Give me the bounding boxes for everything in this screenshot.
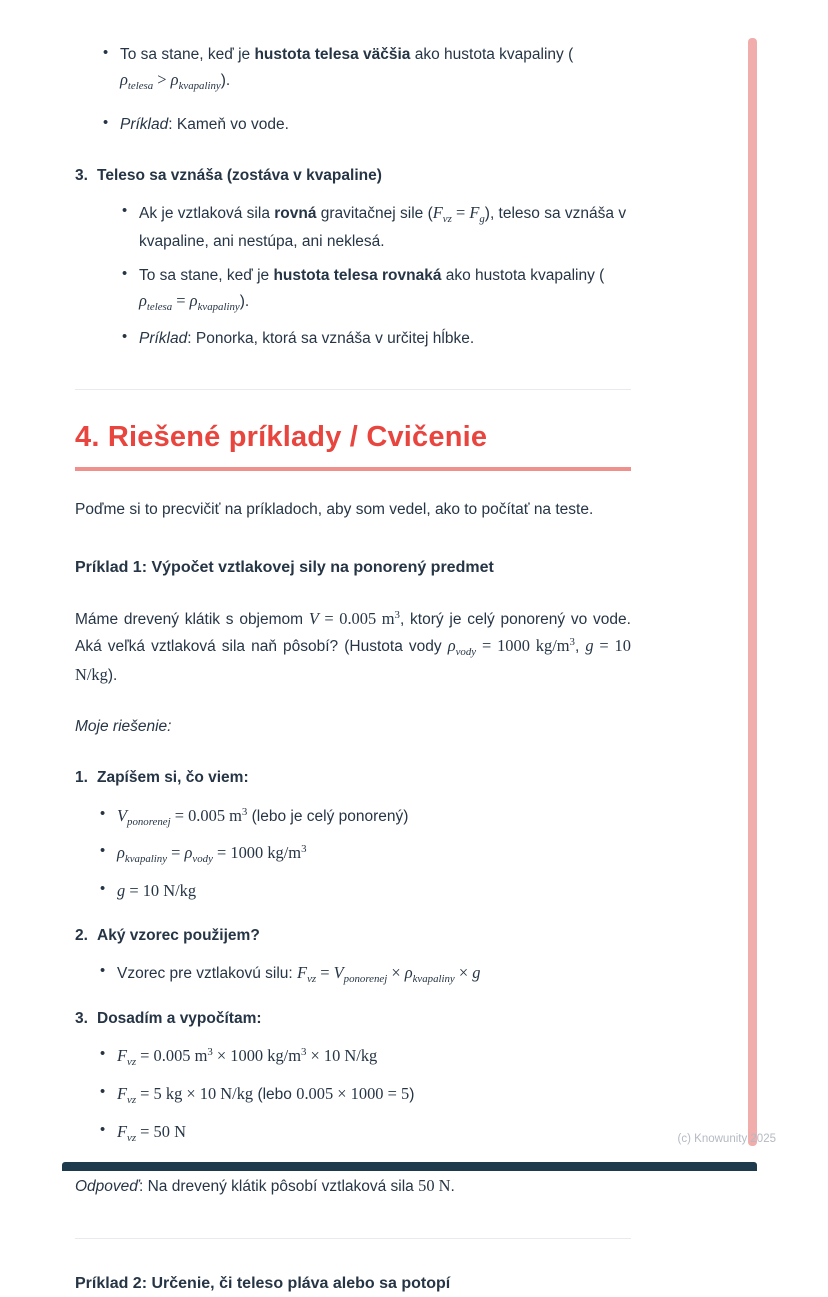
bullet-icon: • [100,1084,106,1101]
list-item: • $F_{vz} = 50$ N [100,1119,631,1148]
list-item: • Ak je vztlaková sila rovná gravitačnej sile $(F_{vz} = F_g)$, teleso sa vznáša v kvapaline, ani nestúpa, ani neklesá. [122,200,631,254]
number-marker: 3. [75,1010,88,1028]
bullet-icon: • [100,1046,106,1063]
bullet-icon: • [103,114,109,131]
paragraph: Poďme si to precvičiť na príkladoch, aby som vedel, ako to počítať na teste. [75,501,594,519]
paragraph: Moje riešenie: [75,718,172,736]
document-content [75,34,631,1297]
divider [75,1238,631,1239]
numbered-list [75,765,631,1147]
paragraph: Odpoveď: Na drevený klátik pôsobí vztlaková sila 50 N. [75,1176,455,1196]
bullet-list [103,42,631,137]
list-item: • $\rho_{kvapaliny} = \rho_{vody} = 1000$ $kg/m^3$ [100,840,631,869]
divider [75,389,631,390]
list-item: • $F_{vz} = 0.005$ $m^3 \times 1000$ $kg/m^3 \times 10$ N/kg [100,1043,631,1072]
bullet-icon: • [122,202,128,219]
copyright-watermark: (c) Knowunity 2025 [677,1133,776,1145]
bullet-icon: • [122,265,128,282]
example-heading: Príklad 2: Určenie, či teleso pláva alebo sa potopí [75,1274,451,1292]
bullet-icon: • [122,328,128,345]
number-marker: 3. [75,166,88,184]
list-item: 3. Teleso sa vznáša (zostáva v kvapaline) • Ak je vztlaková sila rovná gravitačnej sile $(F_{vz} = F_g)$, teleso sa vznáša v kvapaline, ani nestúpa, ani neklesá. • To sa stane, keď je hustota telesa rovnaká ako hustota kvapaliny ( $\rho_{telesa} = \rho_{kvapaliny}$). • Príklad: Ponorka, ktorá sa vznáša v určitej hĺbke. [75,163,631,351]
bullet-icon: • [100,880,106,897]
bullet-icon: • [100,843,106,860]
list-item: • $F_{vz} = 5$ kg × 10 N/kg (lebo 0.005 × 1000 = 5) [100,1081,631,1110]
bullet-icon: • [100,805,106,822]
numbered-list [75,163,631,351]
list-item: 2. Aký vzorec použijem? • Vzorec pre vztlakovú silu: $F_{vz} = V_{ponorenej} \times \rho_{kvapaliny} \times g$ [75,923,631,989]
page-edge-stripe [748,38,757,1146]
sub-bullet-list [100,1043,631,1147]
list-item: • $V_{ponorenej} = 0.005$ $m^3$ (lebo je celý ponorený) [100,803,631,832]
list-item: 3. Dosadím a vypočítam: • $F_{vz} = 0.005$ $m^3 \times 1000$ $kg/m^3 \times 10$ N/kg • $F_{vz} = 5$ kg × 10 N/kg (lebo 0.005 × 1000 = 5) • $F_{vz} = 50$ N [75,1006,631,1147]
list-item: • To sa stane, keď je hustota telesa rovnaká ako hustota kvapaliny ( $\rho_{telesa} = \rho_{kvapaliny}$). [122,263,631,317]
number-marker: 2. [75,926,88,944]
number-marker: 1. [75,769,88,787]
bullet-icon: • [100,962,106,979]
sub-bullet-list [100,803,631,905]
list-item: • g = 10 N/kg [100,878,631,905]
list-item: • Vzorec pre vztlakovú silu: $F_{vz} = V_{ponorenej} \times \rho_{kvapaliny} \times g$ [100,960,631,989]
section-heading: 4. Riešené príklady / Cvičenie [75,420,631,472]
bullet-icon: • [100,1121,106,1138]
sub-bullet-list [100,960,631,989]
bullet-icon: • [103,45,109,61]
list-item: 1. Zapíšem si, čo viem: • $V_{ponorenej} = 0.005$ $m^3$ (lebo je celý ponorený) • $\rho_{kvapaliny} = \rho_{vody} = 1000$ $kg/m^3$ • g = 10 N/kg [75,765,631,904]
list-item: • To sa stane, keď je hustota telesa väčšia ako hustota kvapaliny ( $\rho_{telesa} > \rho_{kvapaliny}$). [103,42,631,96]
list-item: • Príklad: Kameň vo vode. [103,112,631,137]
paragraph: Máme drevený klátik s objemom V = 0.005 $m^3$, ktorý je celý ponorený vo vode. Aká veľká vztlaková sila naň pôsobí? (Hustota vody $\rho_{vody} = 1000$ $kg/m^3$, g = 10 N/kg). [75,609,631,684]
sub-bullet-list [122,200,631,351]
next-page-top-edge [62,1162,757,1171]
example-heading: Príklad 1: Výpočet vztlakovej sily na ponorený predmet [75,558,494,576]
list-item: • Príklad: Ponorka, ktorá sa vznáša v určitej hĺbke. [122,326,631,351]
